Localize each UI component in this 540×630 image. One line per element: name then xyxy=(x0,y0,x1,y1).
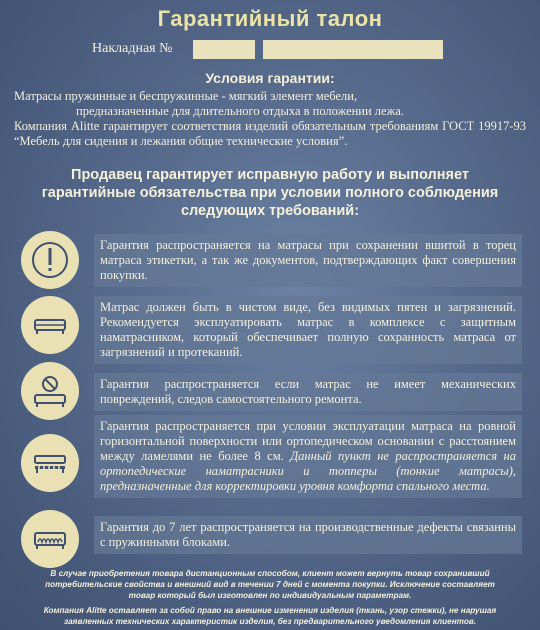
requirement-text: Матрас должен быть в чистом виде, без видимых пятен и загрязнений. Рекомендуется эксплуатировать матрас в комплексе с защитным наматрасником, который обеспечивает полную сохранность матраса от загрязнений и протеканий. xyxy=(100,300,516,359)
requirement-text: Гарантия распространяется если матрас не имеет механических повреждений, следов самостоятельного ремонта. xyxy=(100,377,516,406)
seller-heading-line-3: следующих требований: xyxy=(180,203,360,219)
remote-note-line-1: В случае приобретения товара дистанционным способом, клиент может вернуть товар сохранивший xyxy=(50,569,490,578)
seller-heading-line-2: гарантийные обязательства при условии полного соблюдения xyxy=(41,185,499,201)
requirement-note: Данный пункт не распространяется на ортопедические наматрасники и топперы (тонкие матрасы), предназначенные для корректировки уровня комфорта спального места. xyxy=(100,449,517,493)
seller-guarantee-heading xyxy=(0,166,540,220)
conditions-line-2: предназначенные для длительного отдыха в положении лежа. xyxy=(76,104,404,118)
clean-mattress-icon xyxy=(21,296,79,354)
warranty-title: Гарантийный талон xyxy=(157,6,383,31)
conditions-line-3: Компания Alitte гарантирует соответствия изделий обязательным требованиям ГОСТ 19917-93 “Мебель для сидения и лежания общие технические условия”. xyxy=(14,119,526,148)
requirement-text: Гарантия до 7 лет распространяется на производственные дефекты связанны с пружинными блоками. xyxy=(100,520,516,549)
slatted-base-icon xyxy=(21,434,79,492)
remote-note-line-3: товар который был изготовлен по индивидуальным параметрам. xyxy=(128,591,412,600)
requirement-item xyxy=(94,516,522,554)
remote-purchase-note xyxy=(10,568,530,601)
requirement-item xyxy=(94,296,522,364)
conditions-line-1: Матрасы пружинные и беспружинные - мягкий элемент мебели, xyxy=(14,89,358,103)
requirement-item xyxy=(94,415,522,498)
exclamation-icon xyxy=(21,231,79,289)
invoice-details-field[interactable] xyxy=(263,40,443,59)
remote-note-line-2: потребительские свойства и внешний вид в течении 7 дней с момента покупки. Исключение составляет xyxy=(45,580,495,589)
company-rights-note xyxy=(10,605,530,627)
requirement-item xyxy=(94,234,522,287)
requirement-text: Гарантия распространяется при условии эксплуатации матраса на ровной горизонтальной поверхности или ортопедическом основании с расстоянием между ламелями не более 8 см. xyxy=(100,419,516,463)
conditions-heading: Условия гарантии: xyxy=(205,70,335,86)
requirement-text-block xyxy=(100,419,516,494)
requirement-text: Гарантия распространяется на матрасы при сохранении вшитой в торец матраса этикетки, а так же документов, подтверждающих факт совершения покупки. xyxy=(100,238,516,282)
conditions-text xyxy=(14,89,526,149)
invoice-number-field[interactable] xyxy=(193,40,255,59)
invoice-number-label: Накладная № xyxy=(92,41,173,56)
seller-heading-line-1: Продавец гарантирует исправную работу и выполняет xyxy=(71,167,469,183)
requirement-item xyxy=(94,373,522,411)
company-note-line-1: Компания Alitte оставляет за собой право на внешние изменения изделия (ткань, узор стежки), не нарушая xyxy=(43,606,497,615)
no-damage-icon xyxy=(21,362,79,420)
spring-block-icon xyxy=(21,510,79,568)
company-note-line-2: заявленных технических характеристик изделия, без предварительного уведомления клиентов. xyxy=(63,617,477,626)
